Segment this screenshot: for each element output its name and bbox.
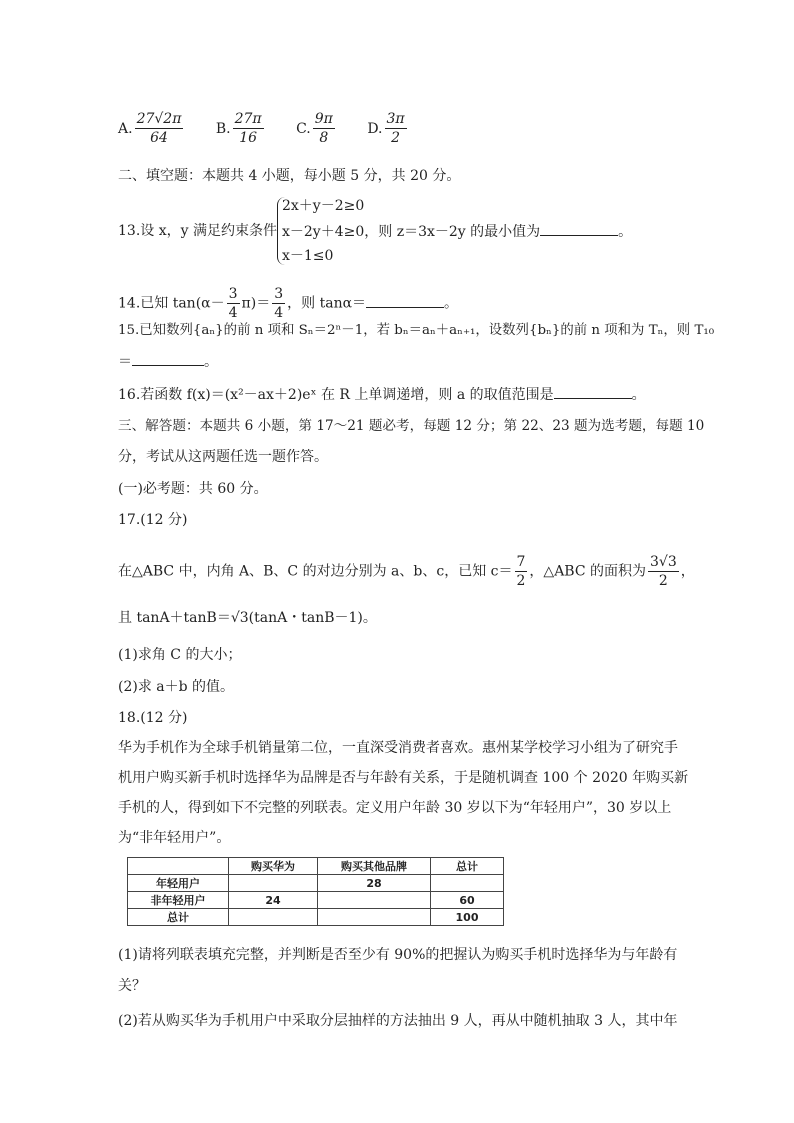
choice-a: A. $\frac{27√2\pi}{64}$ (118, 111, 182, 146)
q16-answer-blank[interactable] (554, 384, 632, 399)
q14-answer-blank[interactable] (366, 293, 444, 308)
q15-line-2: ＝ 。 (118, 351, 218, 372)
table-row: 年轻用户 28 (128, 875, 504, 892)
choice-d: D. $\frac{3\pi}{2}$ (367, 111, 405, 146)
q18-part-1-line-2: 关？ (118, 978, 146, 994)
q17-title: 17.(12 分) (118, 512, 188, 528)
contingency-table (127, 857, 504, 926)
q16: 16.若函数 f(x)＝(x²－ax＋2)eˣ 在 R 上单调递增，则 a 的取值范围是 。 (118, 384, 646, 405)
q17-line-1: 在△ABC 中，内角 A、B、C 的对边分别为 a、b、c，已知 c＝ $\frac{7}{2}$ ，△ABC 的面积为 $\frac{3√3}{2}$ ， (118, 554, 695, 589)
q18-para-line-2: 机用户购买新手机时选择华为品牌是否与年龄有关系，于是随机调查 100 个 2020 年购买新 (118, 770, 689, 786)
q17-part-1: (1)求角 C 的大小； (118, 647, 242, 663)
q14: 14.已知 tan(α－ $\frac{3}{4}$ π)＝ $\frac{3}{4}$ ，则 tanα＝ 。 (118, 286, 459, 321)
q13-prefix: 13.设 x，y 满足约束条件 (118, 223, 277, 239)
q18-para-line-4: 为“非年轻用户”。 (118, 830, 231, 846)
choice-c: C. $\frac{9\pi}{8}$ (296, 111, 333, 146)
q18-part-2-line-1: (2)若从购买华为手机用户中采取分层抽样的方法抽出 9 人，再从中随机抽取 3 人，其中年 (118, 1013, 678, 1029)
q15-line-1: 15.已知数列{aₙ}的前 n 项和 Sₙ＝2ⁿ－1，若 bₙ＝aₙ＋aₙ₊₁，设数列{bₙ}的前 n 项和为 Tₙ，则 T₁₀ (118, 323, 715, 338)
table-row: 总计 100 (128, 909, 504, 926)
q13-condition-2: x－2y＋4≥0，则 z＝3x－2y 的最小值为 。 (282, 221, 632, 242)
q18-para-line-1: 华为手机作为全球手机销量第二位，一直深受消费者喜欢。惠州某学校学习小组为了研究手 (118, 740, 678, 756)
q13-condition-3: x－1≤0 (282, 248, 334, 264)
q17-line-2: 且 tanA＋tanB＝√3(tanA・tanB－1)。 (118, 610, 377, 626)
q18-para-line-3: 手机的人，得到如下不完整的列联表。定义用户年龄 30 岁以下为“年轻用户”，30 岁以上 (118, 800, 672, 816)
q12-choices (118, 110, 435, 147)
table-header-row: 购买华为 购买其他品牌 总计 (128, 858, 504, 875)
table-row: 非年轻用户 24 60 (128, 892, 504, 909)
q13-condition-1: 2x＋y－2≥0 (282, 198, 365, 214)
q13-answer-blank[interactable] (540, 221, 618, 236)
q15-answer-blank[interactable] (132, 351, 204, 366)
choice-b: B. $\frac{27\pi}{16}$ (215, 111, 262, 146)
section-2-header: 二、填空题：本题共 4 小题，每小题 5 分，共 20 分。 (118, 168, 461, 184)
section-3-header-line-1: 三、解答题：本题共 6 小题，第 17～21 题必考，每题 12 分；第 22、23 题为选考题，每题 10 (118, 418, 705, 434)
q18-part-1-line-1: (1)请将列联表填充完整，并判断是否至少有 90%的把握认为购买手机时选择华为与年龄有 (118, 947, 678, 963)
section-3-subheader: (一)必考题：共 60 分。 (118, 481, 268, 497)
section-3-header-line-2: 分，考试从这两题任选一题作答。 (118, 449, 328, 465)
q17-part-2: (2)求 a＋b 的值。 (118, 679, 235, 695)
q18-title: 18.(12 分) (118, 710, 188, 726)
